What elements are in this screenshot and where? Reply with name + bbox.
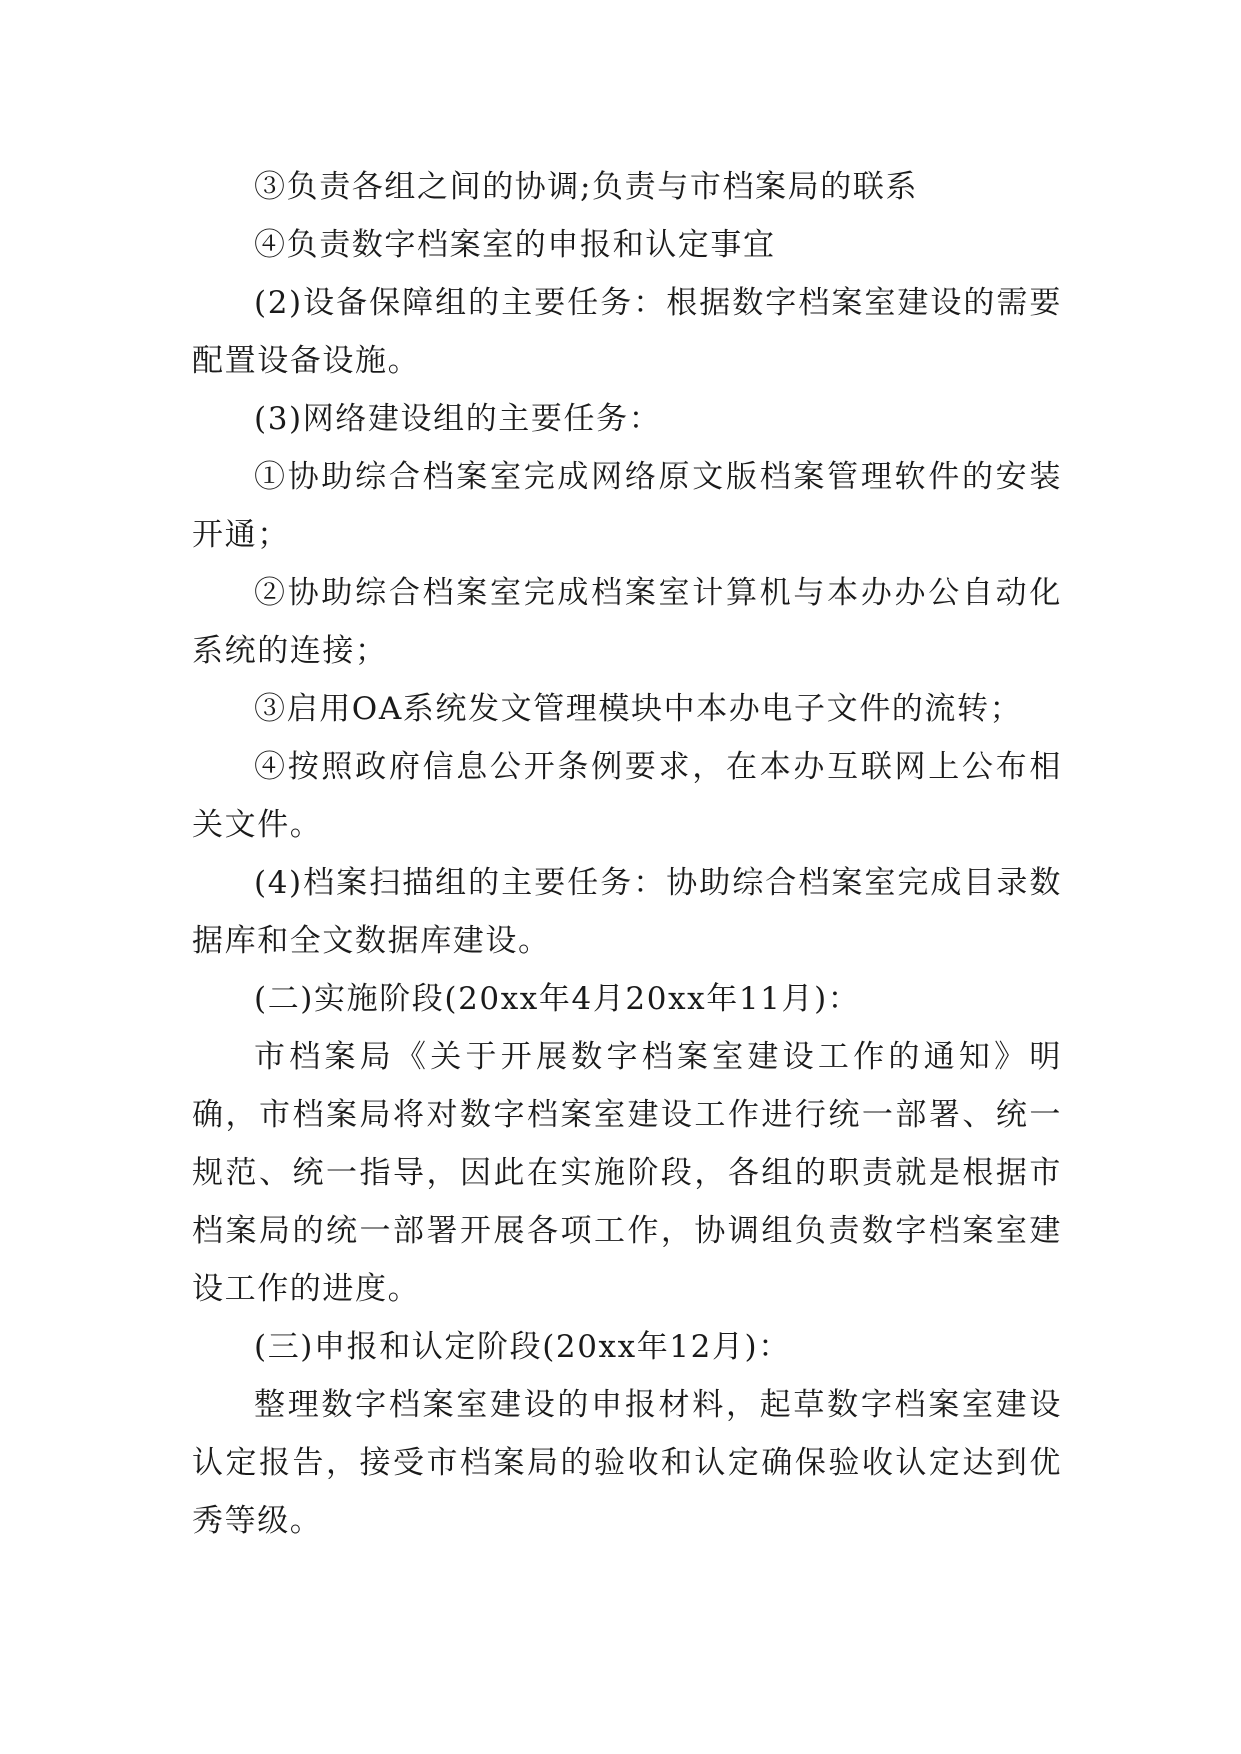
paragraph-declaration-duty: ④负责数字档案室的申报和认定事宜 <box>254 227 776 263</box>
paragraph-coordination-duty: ③负责各组之间的协调;负责与市档案局的联系 <box>254 169 919 205</box>
paragraph-network-group-heading: (3)网络建设组的主要任务： <box>254 401 662 437</box>
paragraph-declaration-stage-heading: (三)申报和认定阶段(20xx年12月)： <box>254 1329 791 1365</box>
paragraph-network-task-3: ③启用OA系统发文管理模块中本办电子文件的流转； <box>254 691 1023 727</box>
paragraph-network-task-4: ④按照政府信息公开条例要求，在本办互联网上公布相关文件。 <box>192 749 1062 843</box>
paragraph-implementation-stage-heading: (二)实施阶段(20xx年4月20xx年11月)： <box>254 981 861 1017</box>
paragraph-network-task-1: ①协助综合档案室完成网络原文版档案管理软件的安装开通； <box>192 459 1062 553</box>
paragraph-scanning-group: (4)档案扫描组的主要任务：协助综合档案室完成目录数据库和全文数据库建设。 <box>192 865 1062 959</box>
paragraph-implementation-stage-body: 市档案局《关于开展数字档案室建设工作的通知》明确，市档案局将对数字档案室建设工作进行统一部署、统一规范、统一指导，因此在实施阶段，各组的职责就是根据市档案局的统一部署开展各项工作，协调组负责数字档案室建设工作的进度。 <box>192 1039 1062 1307</box>
document-body <box>192 158 1062 1550</box>
paragraph-equipment-group: (2)设备保障组的主要任务：根据数字档案室建设的需要配置设备设施。 <box>192 285 1062 379</box>
paragraph-network-task-2: ②协助综合档案室完成档案室计算机与本办办公自动化系统的连接； <box>192 575 1062 669</box>
paragraph-declaration-stage-body: 整理数字档案室建设的申报材料，起草数字档案室建设认定报告，接受市档案局的验收和认定确保验收认定达到优秀等级。 <box>192 1387 1062 1539</box>
